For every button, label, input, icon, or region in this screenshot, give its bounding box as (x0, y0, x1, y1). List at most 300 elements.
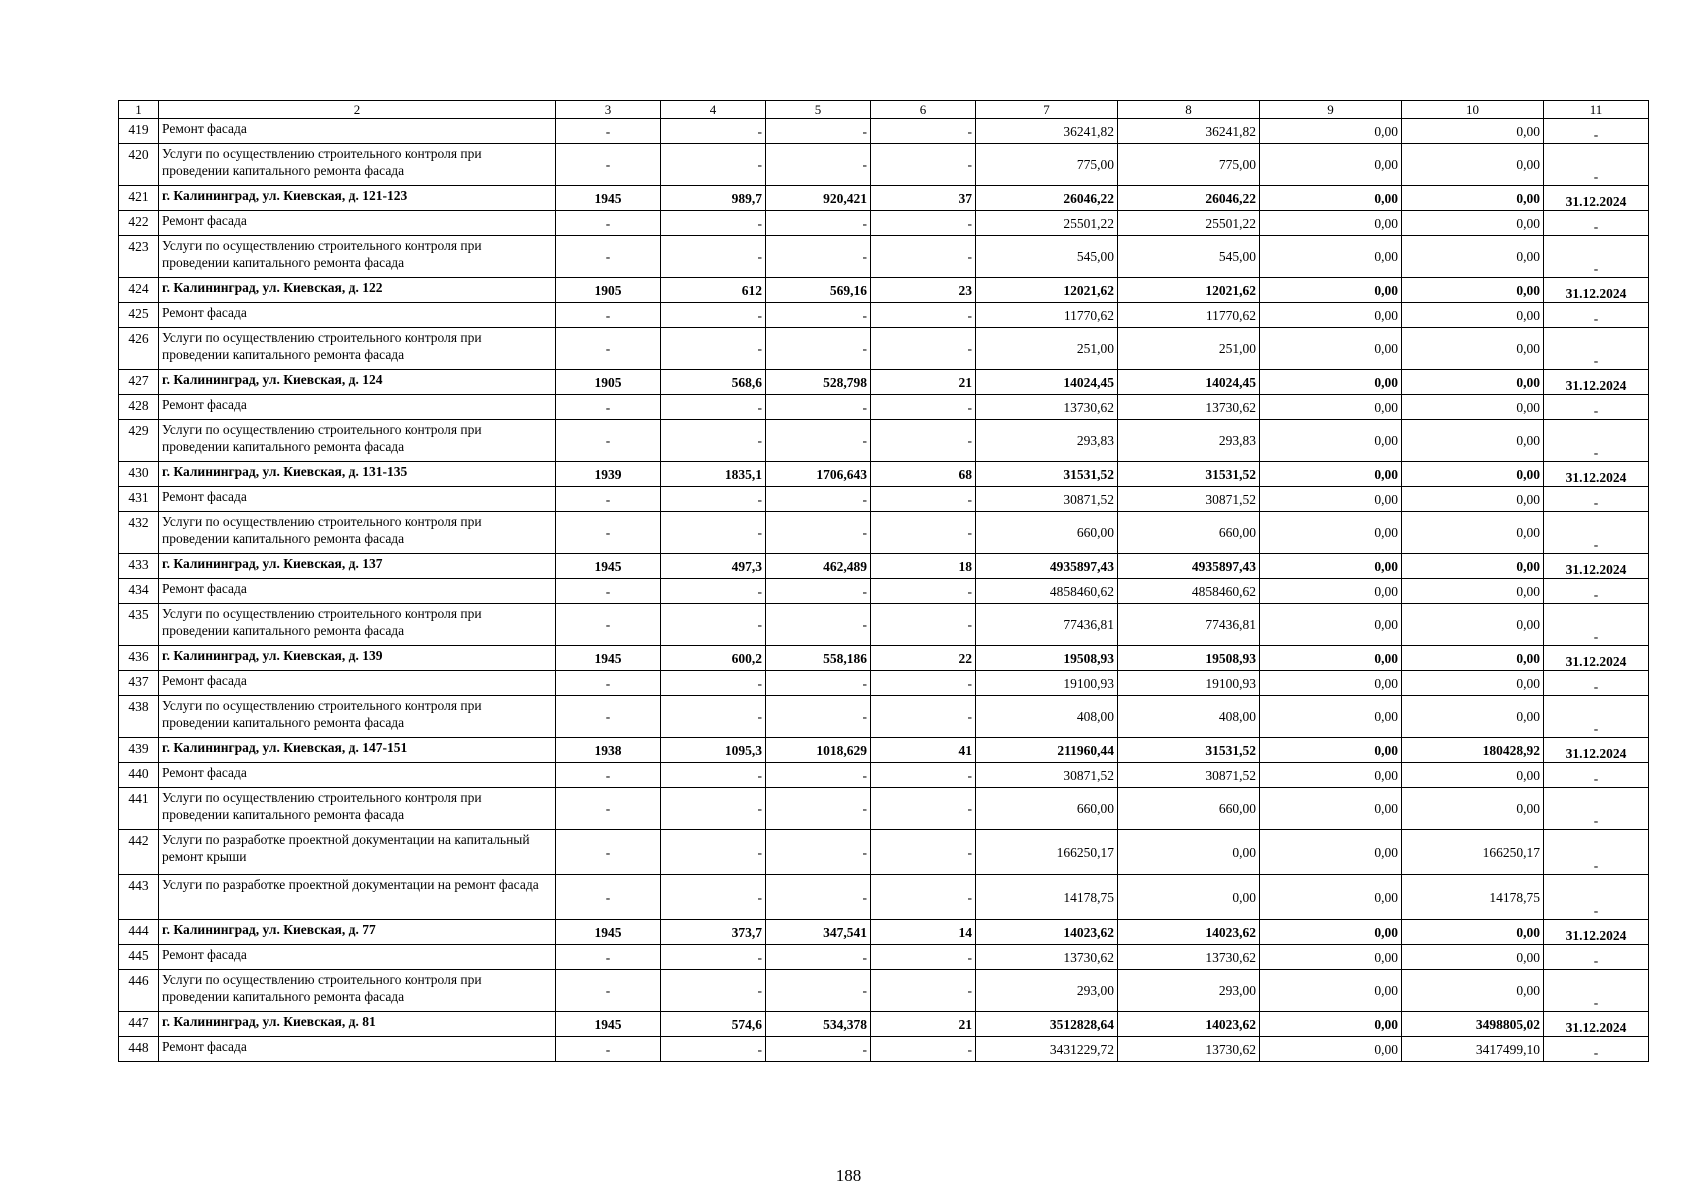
deadline-cell: 31.12.2024 (1544, 462, 1649, 487)
year-cell: - (556, 579, 661, 604)
deadline-cell: 31.12.2024 (1544, 1012, 1649, 1037)
residents-cell: - (871, 236, 976, 278)
area-living-cell: - (766, 604, 871, 646)
work-name: Услуги по осуществлению строительного контроля при проведении капитального ремонта фасада (159, 328, 556, 370)
work-name: Услуги по разработке проектной документации на ремонт фасада (159, 875, 556, 920)
year-cell: - (556, 144, 661, 186)
cost-col10-cell: 0,00 (1402, 920, 1544, 945)
year-cell: - (556, 420, 661, 462)
work-name: Услуги по осуществлению строительного контроля при проведении капитального ремонта фасада (159, 604, 556, 646)
work-name: Ремонт фасада (159, 763, 556, 788)
deadline-cell: - (1544, 875, 1649, 920)
table-row (119, 875, 1649, 920)
area-total-cell: 373,7 (661, 920, 766, 945)
year-cell: 1905 (556, 278, 661, 303)
area-total-cell: - (661, 875, 766, 920)
year-cell: - (556, 119, 661, 144)
residents-cell: - (871, 579, 976, 604)
work-name: г. Калининград, ул. Киевская, д. 131-135 (159, 462, 556, 487)
total-cost-cell: 166250,17 (976, 830, 1118, 875)
year-cell: - (556, 830, 661, 875)
year-cell: - (556, 763, 661, 788)
cost-col9-cell: 0,00 (1260, 487, 1402, 512)
table-row (119, 579, 1649, 604)
cost-col8-cell: 4858460,62 (1118, 579, 1260, 604)
cost-col8-cell: 26046,22 (1118, 186, 1260, 211)
cost-col9-cell: 0,00 (1260, 328, 1402, 370)
row-number: 436 (119, 646, 159, 671)
year-cell: - (556, 512, 661, 554)
area-total-cell: 568,6 (661, 370, 766, 395)
area-living-cell: - (766, 211, 871, 236)
address-row (119, 186, 1649, 211)
area-total-cell: - (661, 788, 766, 830)
total-cost-cell: 26046,22 (976, 186, 1118, 211)
address-row (119, 278, 1649, 303)
cost-col8-cell: 11770,62 (1118, 303, 1260, 328)
cost-col8-cell: 545,00 (1118, 236, 1260, 278)
residents-cell: - (871, 1037, 976, 1062)
address-row (119, 920, 1649, 945)
total-cost-cell: 19508,93 (976, 646, 1118, 671)
cost-col10-cell: 0,00 (1402, 970, 1544, 1012)
work-name: Ремонт фасада (159, 487, 556, 512)
address-row (119, 370, 1649, 395)
cost-col10-cell: 0,00 (1402, 646, 1544, 671)
area-living-cell: - (766, 579, 871, 604)
area-living-cell: - (766, 1037, 871, 1062)
row-number: 433 (119, 554, 159, 579)
cost-col10-cell: 0,00 (1402, 763, 1544, 788)
work-name: Ремонт фасада (159, 211, 556, 236)
table-row (119, 604, 1649, 646)
cost-col10-cell: 0,00 (1402, 512, 1544, 554)
deadline-cell: - (1544, 512, 1649, 554)
work-name: Ремонт фасада (159, 395, 556, 420)
row-number: 422 (119, 211, 159, 236)
area-living-cell: 920,421 (766, 186, 871, 211)
area-total-cell: - (661, 395, 766, 420)
work-name: г. Калининград, ул. Киевская, д. 147-151 (159, 738, 556, 763)
table-row (119, 830, 1649, 875)
deadline-cell: - (1544, 487, 1649, 512)
address-row (119, 738, 1649, 763)
year-cell: 1945 (556, 920, 661, 945)
total-cost-cell: 12021,62 (976, 278, 1118, 303)
table-row (119, 119, 1649, 144)
area-living-cell: 569,16 (766, 278, 871, 303)
residents-cell: 68 (871, 462, 976, 487)
cost-col8-cell: 660,00 (1118, 788, 1260, 830)
area-total-cell: - (661, 512, 766, 554)
total-cost-cell: 775,00 (976, 144, 1118, 186)
residents-cell: - (871, 945, 976, 970)
cost-col10-cell: 3417499,10 (1402, 1037, 1544, 1062)
work-name: г. Калининград, ул. Киевская, д. 139 (159, 646, 556, 671)
year-cell: - (556, 211, 661, 236)
column-header: 5 (766, 101, 871, 119)
residents-cell: 14 (871, 920, 976, 945)
row-number: 428 (119, 395, 159, 420)
total-cost-cell: 4858460,62 (976, 579, 1118, 604)
cost-col9-cell: 0,00 (1260, 554, 1402, 579)
cost-col8-cell: 31531,52 (1118, 462, 1260, 487)
area-living-cell: - (766, 875, 871, 920)
total-cost-cell: 30871,52 (976, 763, 1118, 788)
deadline-cell: - (1544, 945, 1649, 970)
residents-cell: - (871, 830, 976, 875)
row-number: 438 (119, 696, 159, 738)
total-cost-cell: 31531,52 (976, 462, 1118, 487)
cost-col8-cell: 251,00 (1118, 328, 1260, 370)
cost-col9-cell: 0,00 (1260, 395, 1402, 420)
residents-cell: - (871, 763, 976, 788)
cost-col9-cell: 0,00 (1260, 420, 1402, 462)
area-total-cell: - (661, 604, 766, 646)
cost-col10-cell: 0,00 (1402, 945, 1544, 970)
deadline-cell: - (1544, 1037, 1649, 1062)
cost-col9-cell: 0,00 (1260, 738, 1402, 763)
row-number: 421 (119, 186, 159, 211)
cost-col10-cell: 0,00 (1402, 420, 1544, 462)
deadline-cell: - (1544, 144, 1649, 186)
total-cost-cell: 251,00 (976, 328, 1118, 370)
cost-col9-cell: 0,00 (1260, 604, 1402, 646)
cost-col8-cell: 0,00 (1118, 830, 1260, 875)
area-living-cell: 558,186 (766, 646, 871, 671)
year-cell: 1945 (556, 646, 661, 671)
column-header: 2 (159, 101, 556, 119)
deadline-cell: 31.12.2024 (1544, 186, 1649, 211)
residents-cell: - (871, 144, 976, 186)
cost-col9-cell: 0,00 (1260, 278, 1402, 303)
cost-col9-cell: 0,00 (1260, 1012, 1402, 1037)
cost-col8-cell: 30871,52 (1118, 763, 1260, 788)
cost-col9-cell: 0,00 (1260, 920, 1402, 945)
table-row (119, 945, 1649, 970)
column-header: 1 (119, 101, 159, 119)
row-number: 430 (119, 462, 159, 487)
residents-cell: - (871, 604, 976, 646)
cost-col10-cell: 0,00 (1402, 186, 1544, 211)
area-total-cell: - (661, 328, 766, 370)
table-row (119, 328, 1649, 370)
residents-cell: - (871, 487, 976, 512)
cost-col8-cell: 30871,52 (1118, 487, 1260, 512)
cost-col10-cell: 3498805,02 (1402, 1012, 1544, 1037)
total-cost-cell: 19100,93 (976, 671, 1118, 696)
cost-col8-cell: 408,00 (1118, 696, 1260, 738)
year-cell: - (556, 945, 661, 970)
total-cost-cell: 3431229,72 (976, 1037, 1118, 1062)
residents-cell: - (871, 875, 976, 920)
row-number: 447 (119, 1012, 159, 1037)
cost-col8-cell: 13730,62 (1118, 945, 1260, 970)
cost-col8-cell: 293,83 (1118, 420, 1260, 462)
total-cost-cell: 660,00 (976, 512, 1118, 554)
table-row (119, 1037, 1649, 1062)
total-cost-cell: 30871,52 (976, 487, 1118, 512)
area-living-cell: - (766, 303, 871, 328)
cost-col9-cell: 0,00 (1260, 696, 1402, 738)
area-total-cell: 497,3 (661, 554, 766, 579)
work-name: Услуги по осуществлению строительного контроля при проведении капитального ремонта фасада (159, 788, 556, 830)
cost-col9-cell: 0,00 (1260, 462, 1402, 487)
residents-cell: - (871, 420, 976, 462)
column-header: 7 (976, 101, 1118, 119)
cost-col9-cell: 0,00 (1260, 512, 1402, 554)
work-name: Услуги по осуществлению строительного контроля при проведении капитального ремонта фасада (159, 512, 556, 554)
area-living-cell: 528,798 (766, 370, 871, 395)
cost-col9-cell: 0,00 (1260, 830, 1402, 875)
residents-cell: 41 (871, 738, 976, 763)
residents-cell: - (871, 970, 976, 1012)
cost-col10-cell: 0,00 (1402, 211, 1544, 236)
row-number: 419 (119, 119, 159, 144)
row-number: 420 (119, 144, 159, 186)
area-total-cell: - (661, 211, 766, 236)
total-cost-cell: 25501,22 (976, 211, 1118, 236)
work-name: Ремонт фасада (159, 671, 556, 696)
row-number: 423 (119, 236, 159, 278)
row-number: 425 (119, 303, 159, 328)
total-cost-cell: 408,00 (976, 696, 1118, 738)
column-header: 4 (661, 101, 766, 119)
row-number: 435 (119, 604, 159, 646)
deadline-cell: - (1544, 696, 1649, 738)
residents-cell: 37 (871, 186, 976, 211)
table-row (119, 420, 1649, 462)
column-header-row (119, 101, 1649, 119)
total-cost-cell: 11770,62 (976, 303, 1118, 328)
total-cost-cell: 3512828,64 (976, 1012, 1118, 1037)
cost-col8-cell: 25501,22 (1118, 211, 1260, 236)
year-cell: 1938 (556, 738, 661, 763)
column-header: 6 (871, 101, 976, 119)
cost-col10-cell: 14178,75 (1402, 875, 1544, 920)
year-cell: 1905 (556, 370, 661, 395)
cost-col9-cell: 0,00 (1260, 945, 1402, 970)
year-cell: 1945 (556, 1012, 661, 1037)
table-row (119, 487, 1649, 512)
area-total-cell: 574,6 (661, 1012, 766, 1037)
cost-col9-cell: 0,00 (1260, 211, 1402, 236)
row-number: 439 (119, 738, 159, 763)
area-living-cell: - (766, 512, 871, 554)
area-living-cell: - (766, 328, 871, 370)
work-name: Услуги по осуществлению строительного контроля при проведении капитального ремонта фасада (159, 970, 556, 1012)
table-row (119, 211, 1649, 236)
cost-col10-cell: 0,00 (1402, 554, 1544, 579)
area-living-cell: 347,541 (766, 920, 871, 945)
cost-col9-cell: 0,00 (1260, 186, 1402, 211)
cost-col9-cell: 0,00 (1260, 671, 1402, 696)
cost-col9-cell: 0,00 (1260, 646, 1402, 671)
area-living-cell: - (766, 236, 871, 278)
area-living-cell: - (766, 763, 871, 788)
deadline-cell: - (1544, 420, 1649, 462)
residents-cell: - (871, 788, 976, 830)
row-number: 424 (119, 278, 159, 303)
area-living-cell: 534,378 (766, 1012, 871, 1037)
total-cost-cell: 14024,45 (976, 370, 1118, 395)
cost-col10-cell: 0,00 (1402, 671, 1544, 696)
total-cost-cell: 14023,62 (976, 920, 1118, 945)
work-name: Услуги по осуществлению строительного контроля при проведении капитального ремонта фасада (159, 144, 556, 186)
residents-cell: - (871, 696, 976, 738)
cost-col10-cell: 0,00 (1402, 579, 1544, 604)
work-name: Ремонт фасада (159, 119, 556, 144)
deadline-cell: - (1544, 395, 1649, 420)
row-number: 431 (119, 487, 159, 512)
cost-col10-cell: 0,00 (1402, 604, 1544, 646)
total-cost-cell: 293,83 (976, 420, 1118, 462)
column-header: 3 (556, 101, 661, 119)
year-cell: - (556, 1037, 661, 1062)
area-total-cell: - (661, 144, 766, 186)
cost-col8-cell: 77436,81 (1118, 604, 1260, 646)
row-number: 444 (119, 920, 159, 945)
cost-col10-cell: 0,00 (1402, 395, 1544, 420)
area-living-cell: 1706,643 (766, 462, 871, 487)
cost-col10-cell: 0,00 (1402, 303, 1544, 328)
area-total-cell: - (661, 487, 766, 512)
table-row (119, 395, 1649, 420)
area-living-cell: - (766, 970, 871, 1012)
year-cell: - (556, 303, 661, 328)
column-header: 11 (1544, 101, 1649, 119)
area-total-cell: - (661, 303, 766, 328)
cost-col8-cell: 14024,45 (1118, 370, 1260, 395)
deadline-cell: - (1544, 211, 1649, 236)
cost-col9-cell: 0,00 (1260, 370, 1402, 395)
deadline-cell: 31.12.2024 (1544, 646, 1649, 671)
year-cell: - (556, 328, 661, 370)
year-cell: 1939 (556, 462, 661, 487)
cost-col9-cell: 0,00 (1260, 763, 1402, 788)
area-total-cell: - (661, 579, 766, 604)
residents-cell: 18 (871, 554, 976, 579)
deadline-cell: - (1544, 763, 1649, 788)
area-living-cell: - (766, 830, 871, 875)
deadline-cell: - (1544, 604, 1649, 646)
data-table (118, 100, 1649, 1062)
deadline-cell: 31.12.2024 (1544, 370, 1649, 395)
row-number: 427 (119, 370, 159, 395)
area-living-cell: - (766, 119, 871, 144)
cost-col9-cell: 0,00 (1260, 875, 1402, 920)
cost-col8-cell: 293,00 (1118, 970, 1260, 1012)
area-total-cell: - (661, 696, 766, 738)
deadline-cell: - (1544, 119, 1649, 144)
cost-col9-cell: 0,00 (1260, 144, 1402, 186)
work-name: Услуги по осуществлению строительного контроля при проведении капитального ремонта фасада (159, 420, 556, 462)
table-row (119, 671, 1649, 696)
area-total-cell: - (661, 830, 766, 875)
cost-col9-cell: 0,00 (1260, 303, 1402, 328)
deadline-cell: 31.12.2024 (1544, 920, 1649, 945)
table-body (119, 101, 1649, 1062)
row-number: 441 (119, 788, 159, 830)
residents-cell: - (871, 211, 976, 236)
year-cell: - (556, 487, 661, 512)
cost-col10-cell: 166250,17 (1402, 830, 1544, 875)
row-number: 445 (119, 945, 159, 970)
year-cell: - (556, 236, 661, 278)
row-number: 448 (119, 1037, 159, 1062)
year-cell: 1945 (556, 186, 661, 211)
residents-cell: - (871, 671, 976, 696)
cost-col10-cell: 0,00 (1402, 328, 1544, 370)
area-total-cell: - (661, 970, 766, 1012)
residents-cell: 22 (871, 646, 976, 671)
work-name: г. Калининград, ул. Киевская, д. 124 (159, 370, 556, 395)
area-living-cell: - (766, 696, 871, 738)
area-total-cell: - (661, 236, 766, 278)
cost-col10-cell: 0,00 (1402, 370, 1544, 395)
cost-col8-cell: 31531,52 (1118, 738, 1260, 763)
total-cost-cell: 211960,44 (976, 738, 1118, 763)
cost-col8-cell: 660,00 (1118, 512, 1260, 554)
deadline-cell: - (1544, 236, 1649, 278)
work-name: г. Калининград, ул. Киевская, д. 137 (159, 554, 556, 579)
cost-col8-cell: 12021,62 (1118, 278, 1260, 303)
row-number: 429 (119, 420, 159, 462)
row-number: 443 (119, 875, 159, 920)
total-cost-cell: 77436,81 (976, 604, 1118, 646)
cost-col9-cell: 0,00 (1260, 236, 1402, 278)
residents-cell: - (871, 303, 976, 328)
table-row (119, 788, 1649, 830)
total-cost-cell: 13730,62 (976, 945, 1118, 970)
work-name: Ремонт фасада (159, 579, 556, 604)
cost-col8-cell: 775,00 (1118, 144, 1260, 186)
total-cost-cell: 545,00 (976, 236, 1118, 278)
area-living-cell: - (766, 788, 871, 830)
table-row (119, 236, 1649, 278)
cost-col9-cell: 0,00 (1260, 970, 1402, 1012)
area-total-cell: 600,2 (661, 646, 766, 671)
work-name: Ремонт фасада (159, 945, 556, 970)
residents-cell: 23 (871, 278, 976, 303)
cost-col8-cell: 36241,82 (1118, 119, 1260, 144)
column-header: 9 (1260, 101, 1402, 119)
row-number: 426 (119, 328, 159, 370)
cost-col10-cell: 0,00 (1402, 236, 1544, 278)
deadline-cell: - (1544, 579, 1649, 604)
cost-col9-cell: 0,00 (1260, 1037, 1402, 1062)
column-header: 10 (1402, 101, 1544, 119)
cost-col10-cell: 0,00 (1402, 487, 1544, 512)
deadline-cell: - (1544, 328, 1649, 370)
area-living-cell: - (766, 395, 871, 420)
year-cell: - (556, 970, 661, 1012)
year-cell: 1945 (556, 554, 661, 579)
table-row (119, 970, 1649, 1012)
row-number: 437 (119, 671, 159, 696)
year-cell: - (556, 395, 661, 420)
area-total-cell: - (661, 1037, 766, 1062)
row-number: 440 (119, 763, 159, 788)
cost-col10-cell: 0,00 (1402, 119, 1544, 144)
cost-col10-cell: 180428,92 (1402, 738, 1544, 763)
work-name: Услуги по осуществлению строительного контроля при проведении капитального ремонта фасада (159, 696, 556, 738)
address-row (119, 554, 1649, 579)
area-total-cell: 989,7 (661, 186, 766, 211)
cost-col8-cell: 14023,62 (1118, 920, 1260, 945)
cost-col8-cell: 4935897,43 (1118, 554, 1260, 579)
total-cost-cell: 293,00 (976, 970, 1118, 1012)
